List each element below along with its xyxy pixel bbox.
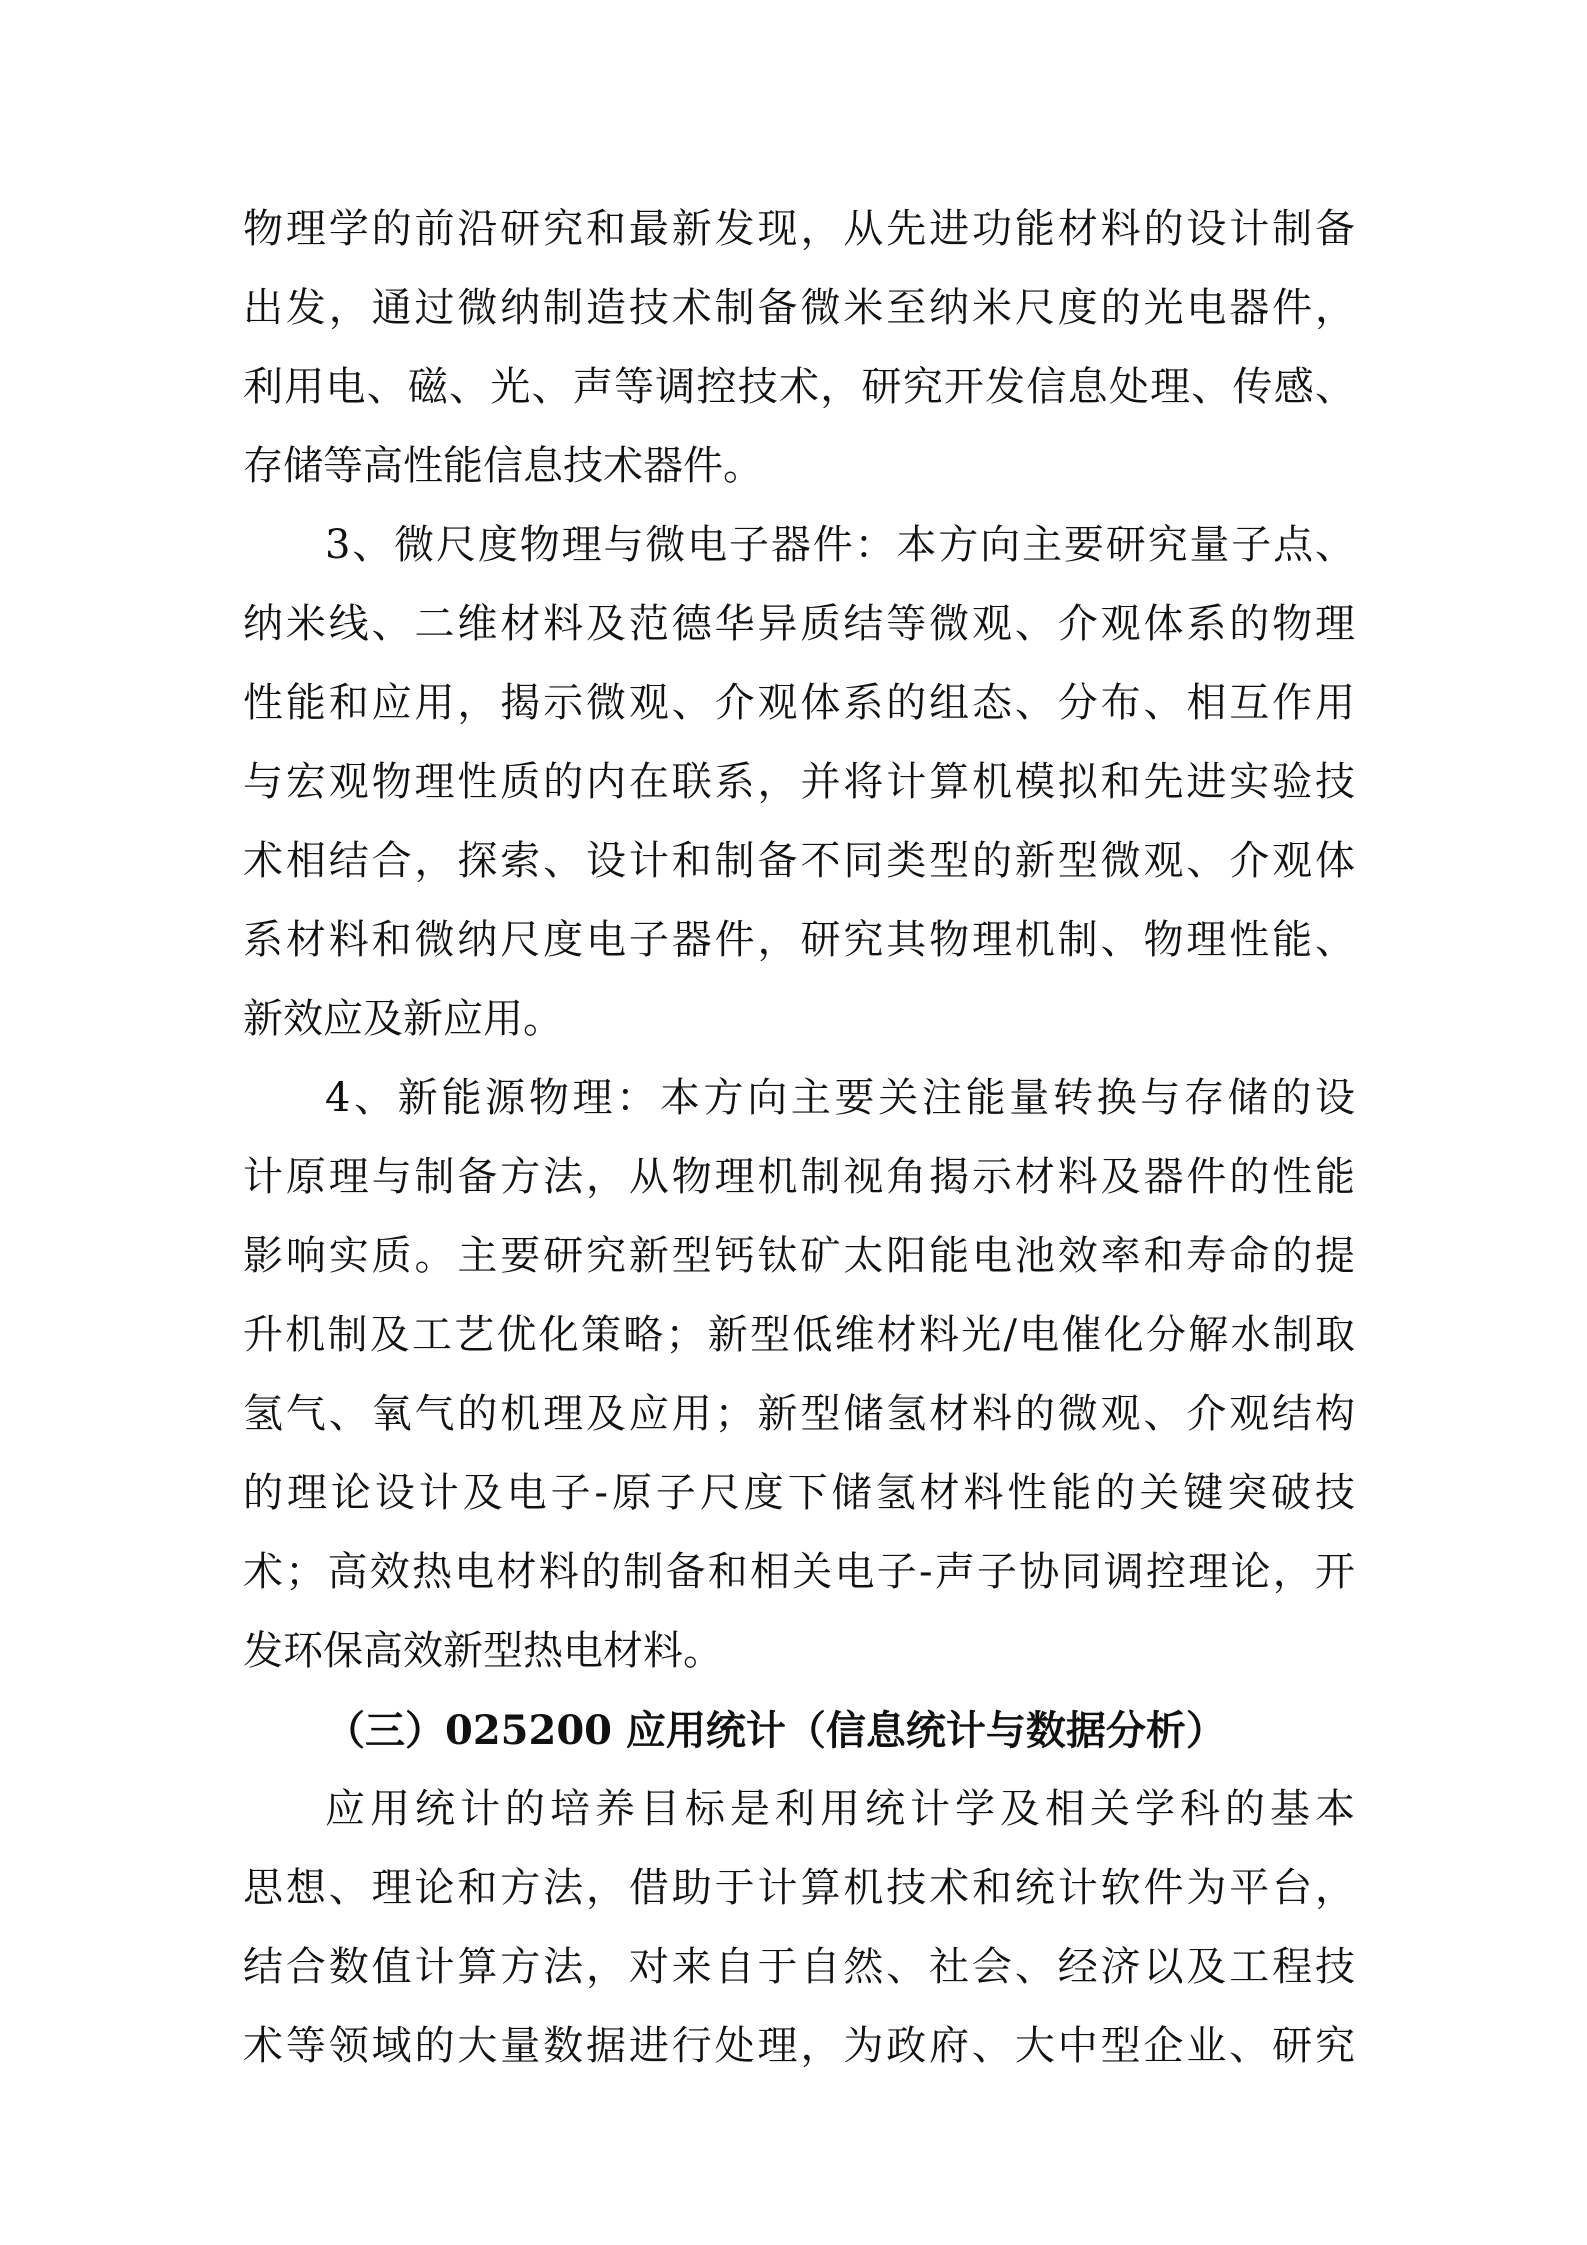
text-line: 系材料和微纳尺度电子器件，研究其物理机制、物理性能、 bbox=[243, 917, 1355, 963]
text-line: 4、新能源物理：本方向主要关注能量转换与存储的设 bbox=[325, 1075, 1355, 1121]
text-line: 存储等高性能信息技术器件。 bbox=[243, 443, 763, 489]
text-line: 结合数值计算方法，对来自于自然、社会、经济以及工程技 bbox=[243, 1944, 1355, 1990]
text-line: 纳米线、二维材料及范德华异质结等微观、介观体系的物理 bbox=[243, 601, 1355, 647]
text-line: 的理论设计及电子-原子尺度下储氢材料性能的关键突破技 bbox=[243, 1470, 1355, 1516]
text-line: 应用统计的培养目标是利用统计学及相关学科的基本 bbox=[325, 1786, 1355, 1832]
text-line: 利用电、磁、光、声等调控技术，研究开发信息处理、传感、 bbox=[243, 364, 1355, 410]
text-line: 新效应及新应用。 bbox=[243, 996, 563, 1042]
text-line: 氢气、氧气的机理及应用；新型储氢材料的微观、介观结构 bbox=[243, 1391, 1355, 1437]
text-line: 术；高效热电材料的制备和相关电子-声子协同调控理论，开 bbox=[243, 1549, 1355, 1595]
text-line: 术等领域的大量数据进行处理，为政府、大中型企业、研究 bbox=[243, 2023, 1355, 2069]
text-line: 性能和应用，揭示微观、介观体系的组态、分布、相互作用 bbox=[243, 680, 1355, 726]
text-line: 影响实质。主要研究新型钙钛矿太阳能电池效率和寿命的提 bbox=[243, 1233, 1355, 1279]
text-line: 思想、理论和方法，借助于计算机技术和统计软件为平台， bbox=[243, 1865, 1355, 1911]
section-heading: （三）025200 应用统计（信息统计与数据分析） bbox=[325, 1707, 1226, 1754]
text-line: 发环保高效新型热电材料。 bbox=[243, 1628, 723, 1674]
text-line: 术相结合，探索、设计和制备不同类型的新型微观、介观体 bbox=[243, 838, 1355, 884]
text-line: 与宏观物理性质的内在联系，并将计算机模拟和先进实验技 bbox=[243, 759, 1355, 805]
text-line: 出发，通过微纳制造技术制备微米至纳米尺度的光电器件， bbox=[243, 285, 1355, 331]
text-line: 计原理与制备方法，从物理机制视角揭示材料及器件的性能 bbox=[243, 1154, 1355, 1200]
text-line: 3、微尺度物理与微电子器件：本方向主要研究量子点、 bbox=[325, 522, 1355, 568]
text-line: 升机制及工艺优化策略；新型低维材料光/电催化分解水制取 bbox=[243, 1312, 1355, 1358]
document-body bbox=[243, 190, 1355, 2086]
text-line: 物理学的前沿研究和最新发现，从先进功能材料的设计制备 bbox=[243, 206, 1355, 252]
